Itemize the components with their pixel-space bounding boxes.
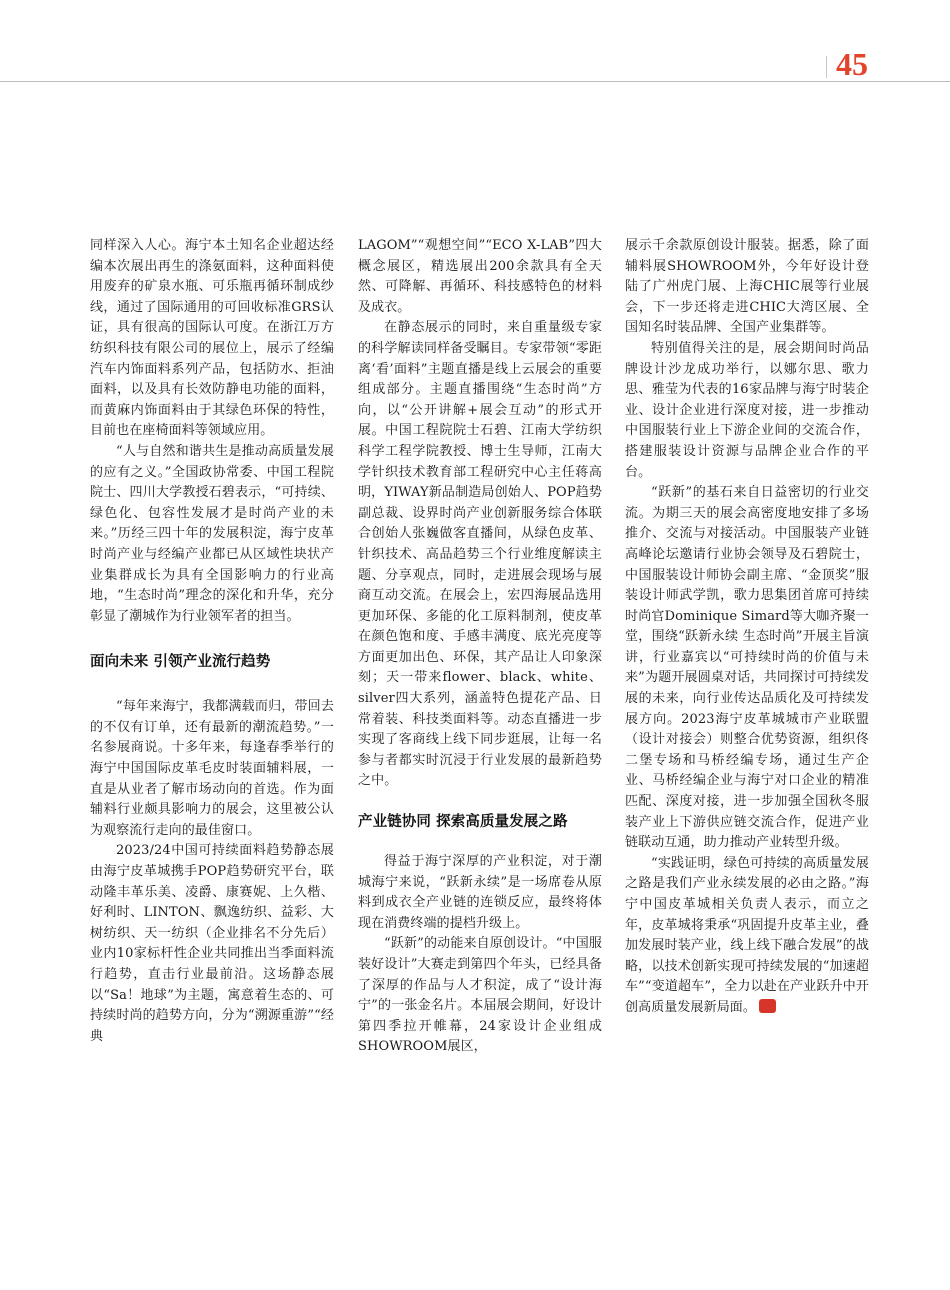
section-heading: 面向未来 引领产业流行趋势	[90, 654, 271, 671]
column-1	[90, 236, 334, 1047]
paragraph: 2023/24中国可持续面料趋势静态展由海宁皮革城携手POP趋势研究平台，联动隆丰革乐美、凌爵、康赛妮、上久楷、好利时、LINTON、飘逸纺织、益彩、大树纺织、天一纺织（企业排名不分先后）业内10家标杆性企业共同推出当季面料流行趋势，直击行业最前沿。这场静态展以“Sa！地球”为主题，寓意着生态的、可持续时尚的趋势方向，分为“溯源重游”“经典	[90, 843, 334, 1044]
page-number-separator	[826, 56, 827, 78]
end-mark-seal-icon	[759, 999, 776, 1013]
paragraph: 展示千余款原创设计服装。据悉，除了面辅料展SHOWROOM外，今年好设计登陆了广州虎门展、上海CHIC展等行业展会，下一步还将走进CHIC大湾区展、全国知名时装品牌、全国产业集群等。	[625, 238, 869, 336]
section-heading: 产业链协同 探索高质量发展之路	[358, 814, 568, 831]
paragraph: LAGOM”“观想空间”“ECO X-LAB”四大概念展区，精选展出200余款具有全天然、可降解、再循环、科技感特色的材料及成衣。	[358, 238, 602, 315]
column-3	[625, 236, 869, 1019]
paragraph: “人与自然和谐共生是推动高质量发展的应有之义。”全国政协常委、中国工程院院士、四川大学教授石碧表示，“可持续、绿色化、包容性发展才是时尚产业的未来。”历经三四十年的发展积淀，海宁皮革时尚产业与经编产业都已从区域性块状产业集群成长为具有全国影响力的行业高地，“生态时尚”理念的深化和升华，充分彰显了潮城作为行业领军者的担当。	[90, 443, 334, 624]
page-number: 45	[836, 46, 868, 82]
header-rule	[0, 81, 950, 82]
paragraph: 同样深入人心。海宁本土知名企业超达经编本次展出再生的涤氨面料，这种面料使用废弃的矿泉水瓶、可乐瓶再循环制成纱线，通过了国际通用的可回收标准GRS认证，具有很高的国际认可度。在浙江万方纺织科技有限公司的展位上，展示了经编汽车内饰面料系列产品，包括防水、拒油面料，以及具有长效防静电功能的面料，而黄麻内饰面料由于其绿色环保的特性，目前也在座椅面料等领域应用。	[90, 238, 334, 439]
paragraph: 得益于海宁深厚的产业积淀，对于潮城海宁来说，“跃新永续”是一场席卷从原料到成衣全产业链的连锁反应，最终将体现在消费终端的提档升级上。	[358, 854, 602, 931]
paragraph: 在静态展示的同时，来自重量级专家的科学解读同样备受瞩目。专家带领“零距离‘看’面料”主题直播是线上云展会的重要组成部分。主题直播围绕“生态时尚”方向，以“公开讲解+展会互动”的形式开展。中国工程院院士石碧、江南大学纺织科学工程学院教授、博士生导师，江南大学针织技术教育部工程研究中心主任蒋高明，YIWAY新品制造局创始人、POP趋势副总裁、设界时尚产业创新服务综合体联合创始人张巍做客直播间，从绿色皮革、针织技术、高品趋势三个行业维度解读主题、分享观点，同时，走进展会现场与展商互动交流。在展会上，宏四海展品选用更加环保、多能的化工原料制剂，使皮革在颜色饱和度、手感丰满度、底光亮度等方面更加出色、环保，其产品让人印象深刻；天一带来flower、black、white、silver四大系列，涵盖特色提花产品、日常着装、科技类面料等。动态直播进一步实现了客商线上线下同步逛展，让每一名参与者都实时沉浸于行业发展的最新趋势之中。	[358, 320, 602, 789]
column-2	[358, 236, 602, 1058]
paragraph: 特别值得关注的是，展会期间时尚品牌设计沙龙成功举行，以娜尔思、歌力思、雅莹为代表的16家品牌与海宁时装企业、设计企业进行深度对接，进一步推动中国服装行业上下游企业间的交流合作，搭建服装设计资源与品牌企业合作的平台。	[625, 340, 869, 480]
paragraph: “跃新”的动能来自原创设计。“中国服装好设计”大赛走到第四个年头，已经具备了深厚的作品与人才积淀，成了“设计海宁”的一张金名片。本届展会期间，好设计第四季拉开帷幕，24家设计企业组成SHOWROOM展区，	[358, 936, 602, 1055]
paragraph: “每年来海宁，我都满载而归，带回去的不仅有订单，还有最新的潮流趋势。”一名参展商说。十多年来，每逢春季举行的海宁中国国际皮革毛皮时装面辅料展，一直是从业者了解市场动向的首选。作为面辅料行业颇具影响力的展会，这里被公认为观察流行走向的最佳窗口。	[90, 699, 334, 838]
paragraph-text: “实践证明，绿色可持续的高质量发展之路是我们产业永续发展的必由之路。”海宁中国皮革城相关负责人表示，而立之年，皮革城将秉承“巩固提升皮革主业，叠加发展时装产业，线上线下融合发展”的战略，以技术创新实现可持续发展的“加速超车”“变道超车”，全力以赴在产业跃升中开创高质量发展新局面。	[625, 855, 869, 1015]
paragraph: “跃新”的基石来自日益密切的行业交流。为期三天的展会高密度地安排了多场推介、交流与对接活动。中国服装产业链高峰论坛邀请行业协会领导及石碧院士，中国服装设计师协会副主席、“金顶奖”服装设计师武学凯，歌力思集团首席可持续时尚官Dominique Simard等大咖齐聚一堂，围绕“跃新永续 生态时尚”开展主旨演讲，行业嘉宾以“可持续时尚的价值与未来”为题开展圆桌对话，共同探讨可持续发展的未来，向行业传达品质化及可持续发展方向。2023海宁皮革城城市产业联盟（设计对接会）则整合优势资源，组织佟二堡专场和马桥经编专场，通过生产企业、马桥经编企业与海宁对口企业的精准匹配、深度对接，进一步加强全国秋冬服装产业上下游供应链交流合作，促进产业链联动互通，助力推动产业转型升级。	[625, 485, 869, 851]
paragraph-last	[625, 854, 869, 1019]
